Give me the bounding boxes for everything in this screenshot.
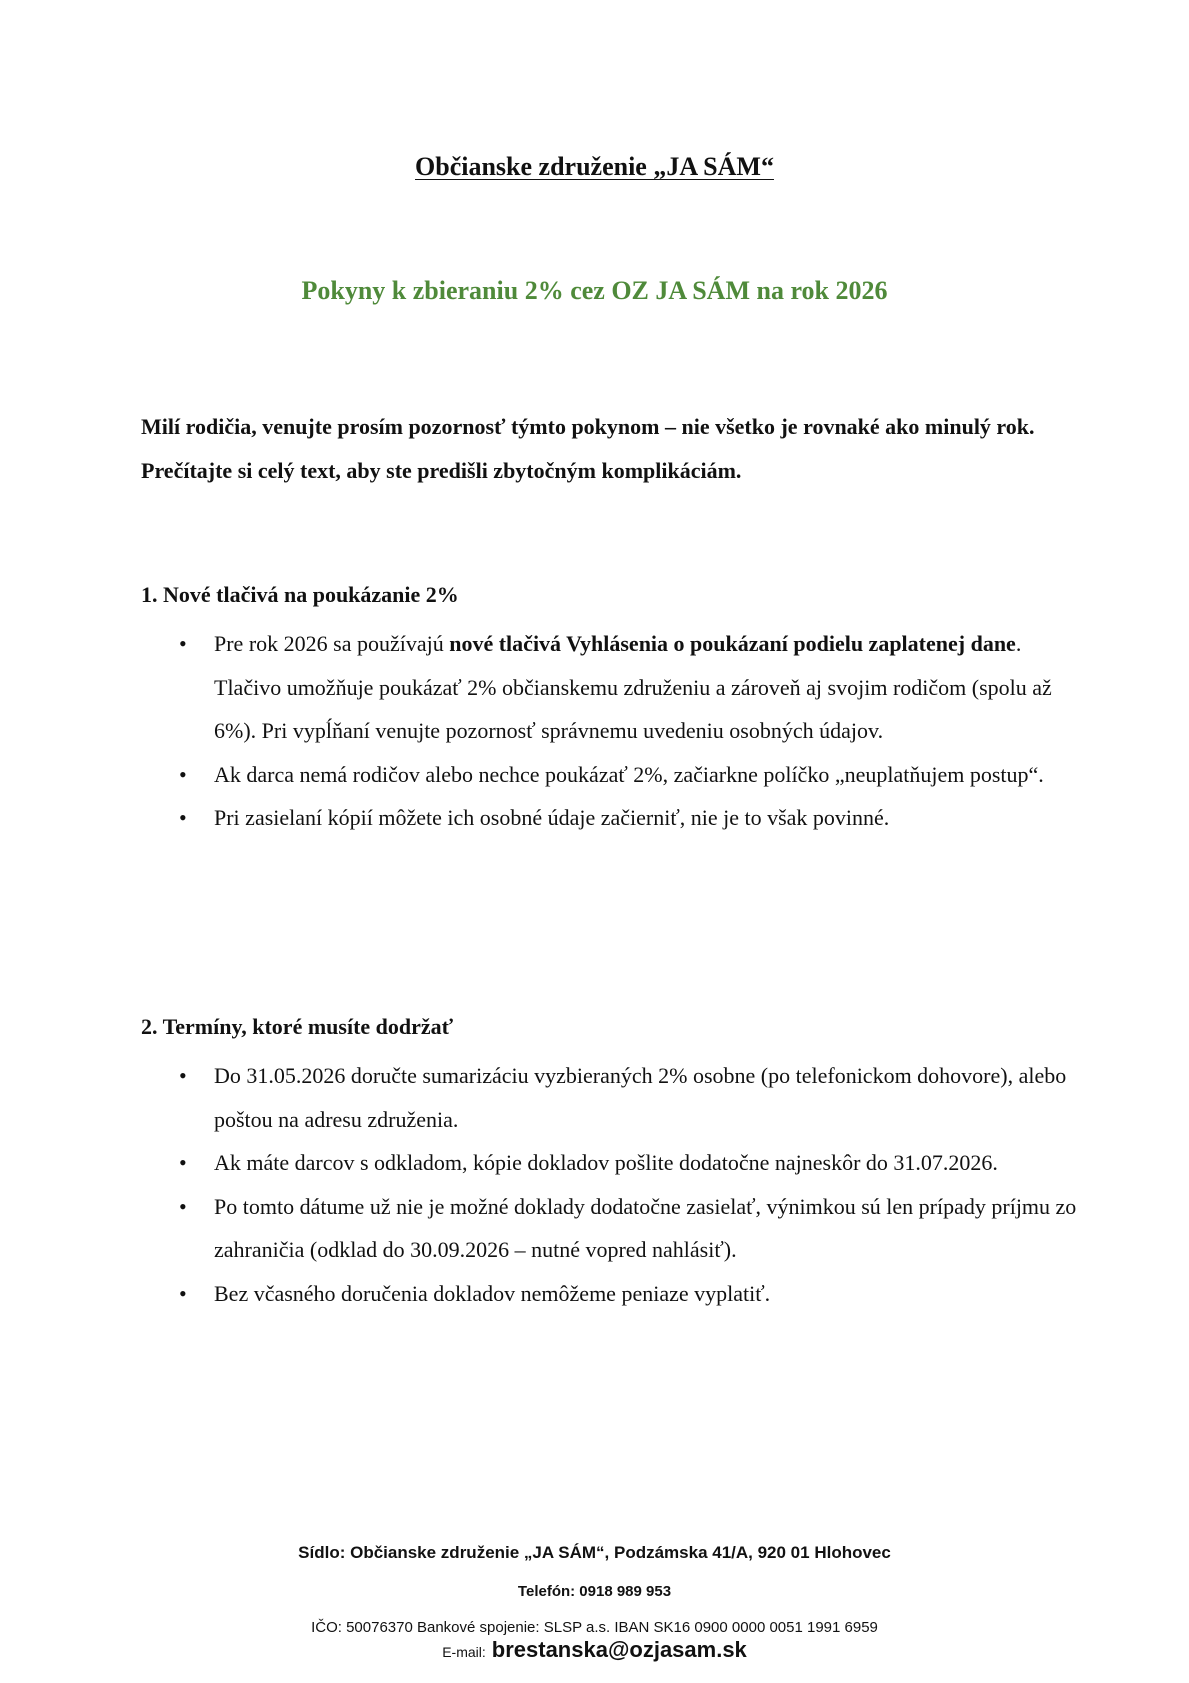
list-item-text: Ak darca nemá rodičov alebo nechce poukázať 2%, začiarkne políčko „neuplatňujem postup“. xyxy=(214,761,1044,787)
section-deadlines xyxy=(141,1012,1081,1315)
list-item xyxy=(141,1272,1081,1316)
footer-bank-details: IČO: 50076370 Bankové spojenie: SLSP a.s. IBAN SK16 0900 0000 0051 1991 6959 xyxy=(311,1619,878,1636)
email-link[interactable]: brestanska@ozjasam.sk xyxy=(491,1637,747,1662)
list-item xyxy=(141,796,1081,840)
list-item-text: Do 31.05.2026 doručte sumarizáciu vyzbieraných 2% osobne (po telefonickom dohovore), alebo poštou na adresu združenia. xyxy=(214,1063,1067,1132)
list-item xyxy=(141,1185,1081,1272)
list-item-text: Pri zasielaní kópií môžete ich osobné údaje začierniť, nie je to však povinné. xyxy=(214,805,890,830)
footer-email-line xyxy=(0,1637,1189,1666)
list-item-text: Ak máte darcov s odkladom, kópie dokladov pošlite dodatočne najneskôr do 31.07.2026. xyxy=(214,1150,998,1175)
list-item xyxy=(141,1054,1081,1141)
section-heading: 2. Termíny, ktoré musíte dodržať xyxy=(141,1014,454,1039)
bullet-icon: • xyxy=(179,805,187,830)
document-subtitle: Pokyny k zbieraniu 2% cez OZ JA SÁM na rok 2026 xyxy=(301,276,888,305)
email-label: E-mail: xyxy=(442,1644,486,1660)
section-heading: 1. Nové tlačivá na poukázanie 2% xyxy=(141,582,459,607)
emphasis-text: nové tlačivá Vyhlásenia o poukázaní podielu zaplatenej dane xyxy=(449,631,1016,656)
list-item xyxy=(141,1141,1081,1185)
bullet-icon: • xyxy=(179,1280,187,1306)
section-new-forms xyxy=(141,580,1081,840)
intro-paragraph: Milí rodičia, venujte prosím pozornosť týmto pokynom – nie všetko je rovnaké ako minulý rok. Prečítajte si celý text, aby ste predišli zbytočným komplikáciám. xyxy=(141,414,1035,483)
footer-address: Sídlo: Občianske združenie „JA SÁM“, Podzámska 41/A, 920 01 Hlohovec xyxy=(298,1543,891,1562)
bullet-list xyxy=(141,1054,1081,1315)
organization-title: Občianske združenie „JA SÁM“ xyxy=(415,152,774,181)
list-item-text: Pre rok 2026 sa používajú nové tlačivá Vyhlásenia o poukázaní podielu zaplatenej dane. Tlačivo umožňuje poukázať 2% občianskemu združeniu a zároveň aj svojim rodičom (spolu až 6%). Pri vypĺňaní venujte pozornosť správnemu uvedeniu osobných údajov. xyxy=(214,631,1052,743)
bullet-list xyxy=(141,622,1081,840)
bullet-icon: • xyxy=(179,631,187,656)
list-item xyxy=(141,622,1081,753)
bullet-icon: • xyxy=(179,761,187,787)
bullet-icon: • xyxy=(179,1193,187,1219)
footer-phone: Telefón: 0918 989 953 xyxy=(517,1583,672,1600)
bullet-icon: • xyxy=(179,1150,187,1175)
list-item xyxy=(141,753,1081,797)
list-item-text: Bez včasného doručenia dokladov nemôžeme peniaze vyplatiť. xyxy=(214,1280,771,1306)
list-item-text: Po tomto dátume už nie je možné doklady dodatočne zasielať, výnimkou sú len prípady príjmu zo zahraničia (odklad do 30.09.2026 – nutné vopred nahlásiť). xyxy=(214,1193,1077,1262)
bullet-icon: • xyxy=(179,1063,187,1088)
